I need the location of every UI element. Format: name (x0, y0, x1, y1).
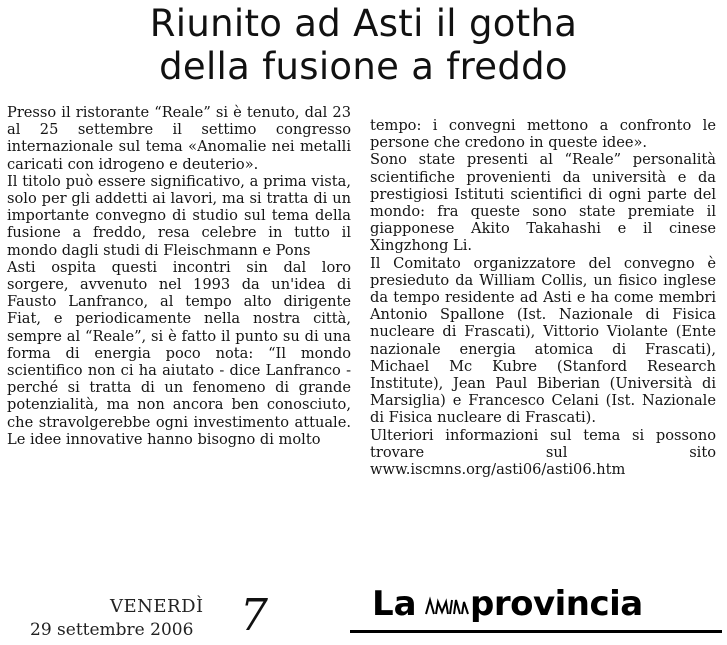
paragraph: Il Comitato organizzatore del convegno è presieduto da William Collis, un fisico inglese da tempo residente ad Asti e ha come membri Antonio Spallone (Ist. Nazionale di Fisica nucleare di Frascati), Vittorio Violante (Ente nazionale energia atomica di Frascati), Michael Mc Kubre (Stanford Research Institute), Jean Paul Biberian (Università di Marsiglia) e Francesco Celani (Ist. Nazionale di Fisica nucleare di Frascati). (370, 254, 716, 427)
headline-line-1: Riunito ad Asti il gotha (149, 2, 578, 45)
paragraph: Ulteriori informazioni sul tema si possono trovare sul sito www.iscmns.org/asti06/asti06.htm (370, 426, 716, 479)
headline-line-2: della fusione a freddo (159, 45, 568, 88)
article-column-right (370, 117, 716, 478)
paragraph: Sono state presenti al “Reale” personalità scientifiche provenienti da università e da prestigiosi Istituti scientifici di ogni parte del mondo: fra queste sono state premiate il giapponese Akito Takahashi e il cinese Xingzhong Li. (370, 151, 716, 255)
paragraph: Asti ospita questi incontri sin dal loro sorgere, avvenuto nel 1993 da un'idea di Fausto Lanfranco, al tempo alto dirigente Fiat, e periodicamente nella nostra città, sempre al “Reale”, si è fatto il punto su di una forma di energia poco nota: “Il mondo scientifico non ci ha aiutato - dice Lanfranco - perché si tratta di un fenomeno di grande potenzialità, ma non ancora ben conosciuto, che stravolgerebbe ogni investimento attuale. Le idee innovative hanno bisogno di molto (7, 258, 351, 448)
paragraph: tempo: i convegni mettono a confronto le persone che credono in queste idee». (370, 117, 716, 152)
masthead-rule (350, 630, 722, 633)
masthead-la: La (372, 584, 417, 624)
paragraph: Il titolo può essere significativo, a prima vista, solo per gli addetti ai lavori, ma si tratta di un importante convegno di studio sul tema della fusione a freddo, resa celebre in tutto il mondo dagli studi di Fleischmann e Pons (7, 172, 351, 259)
masthead-decoration (424, 596, 470, 618)
headline (0, 2, 727, 88)
footer-day: VENERDÌ (110, 596, 204, 617)
footer-date: 29 settembre 2006 (30, 620, 194, 640)
masthead-provincia: provincia (470, 584, 643, 624)
page-number: 7 (240, 590, 268, 641)
article-column-left (7, 104, 351, 448)
newspaper-masthead (368, 584, 688, 630)
paragraph: Presso il ristorante “Reale” si è tenuto, dal 23 al 25 settembre il settimo congresso internazionale sul tema «Anomalie nei metalli caricati con idrogeno e deuterio». (7, 104, 351, 173)
